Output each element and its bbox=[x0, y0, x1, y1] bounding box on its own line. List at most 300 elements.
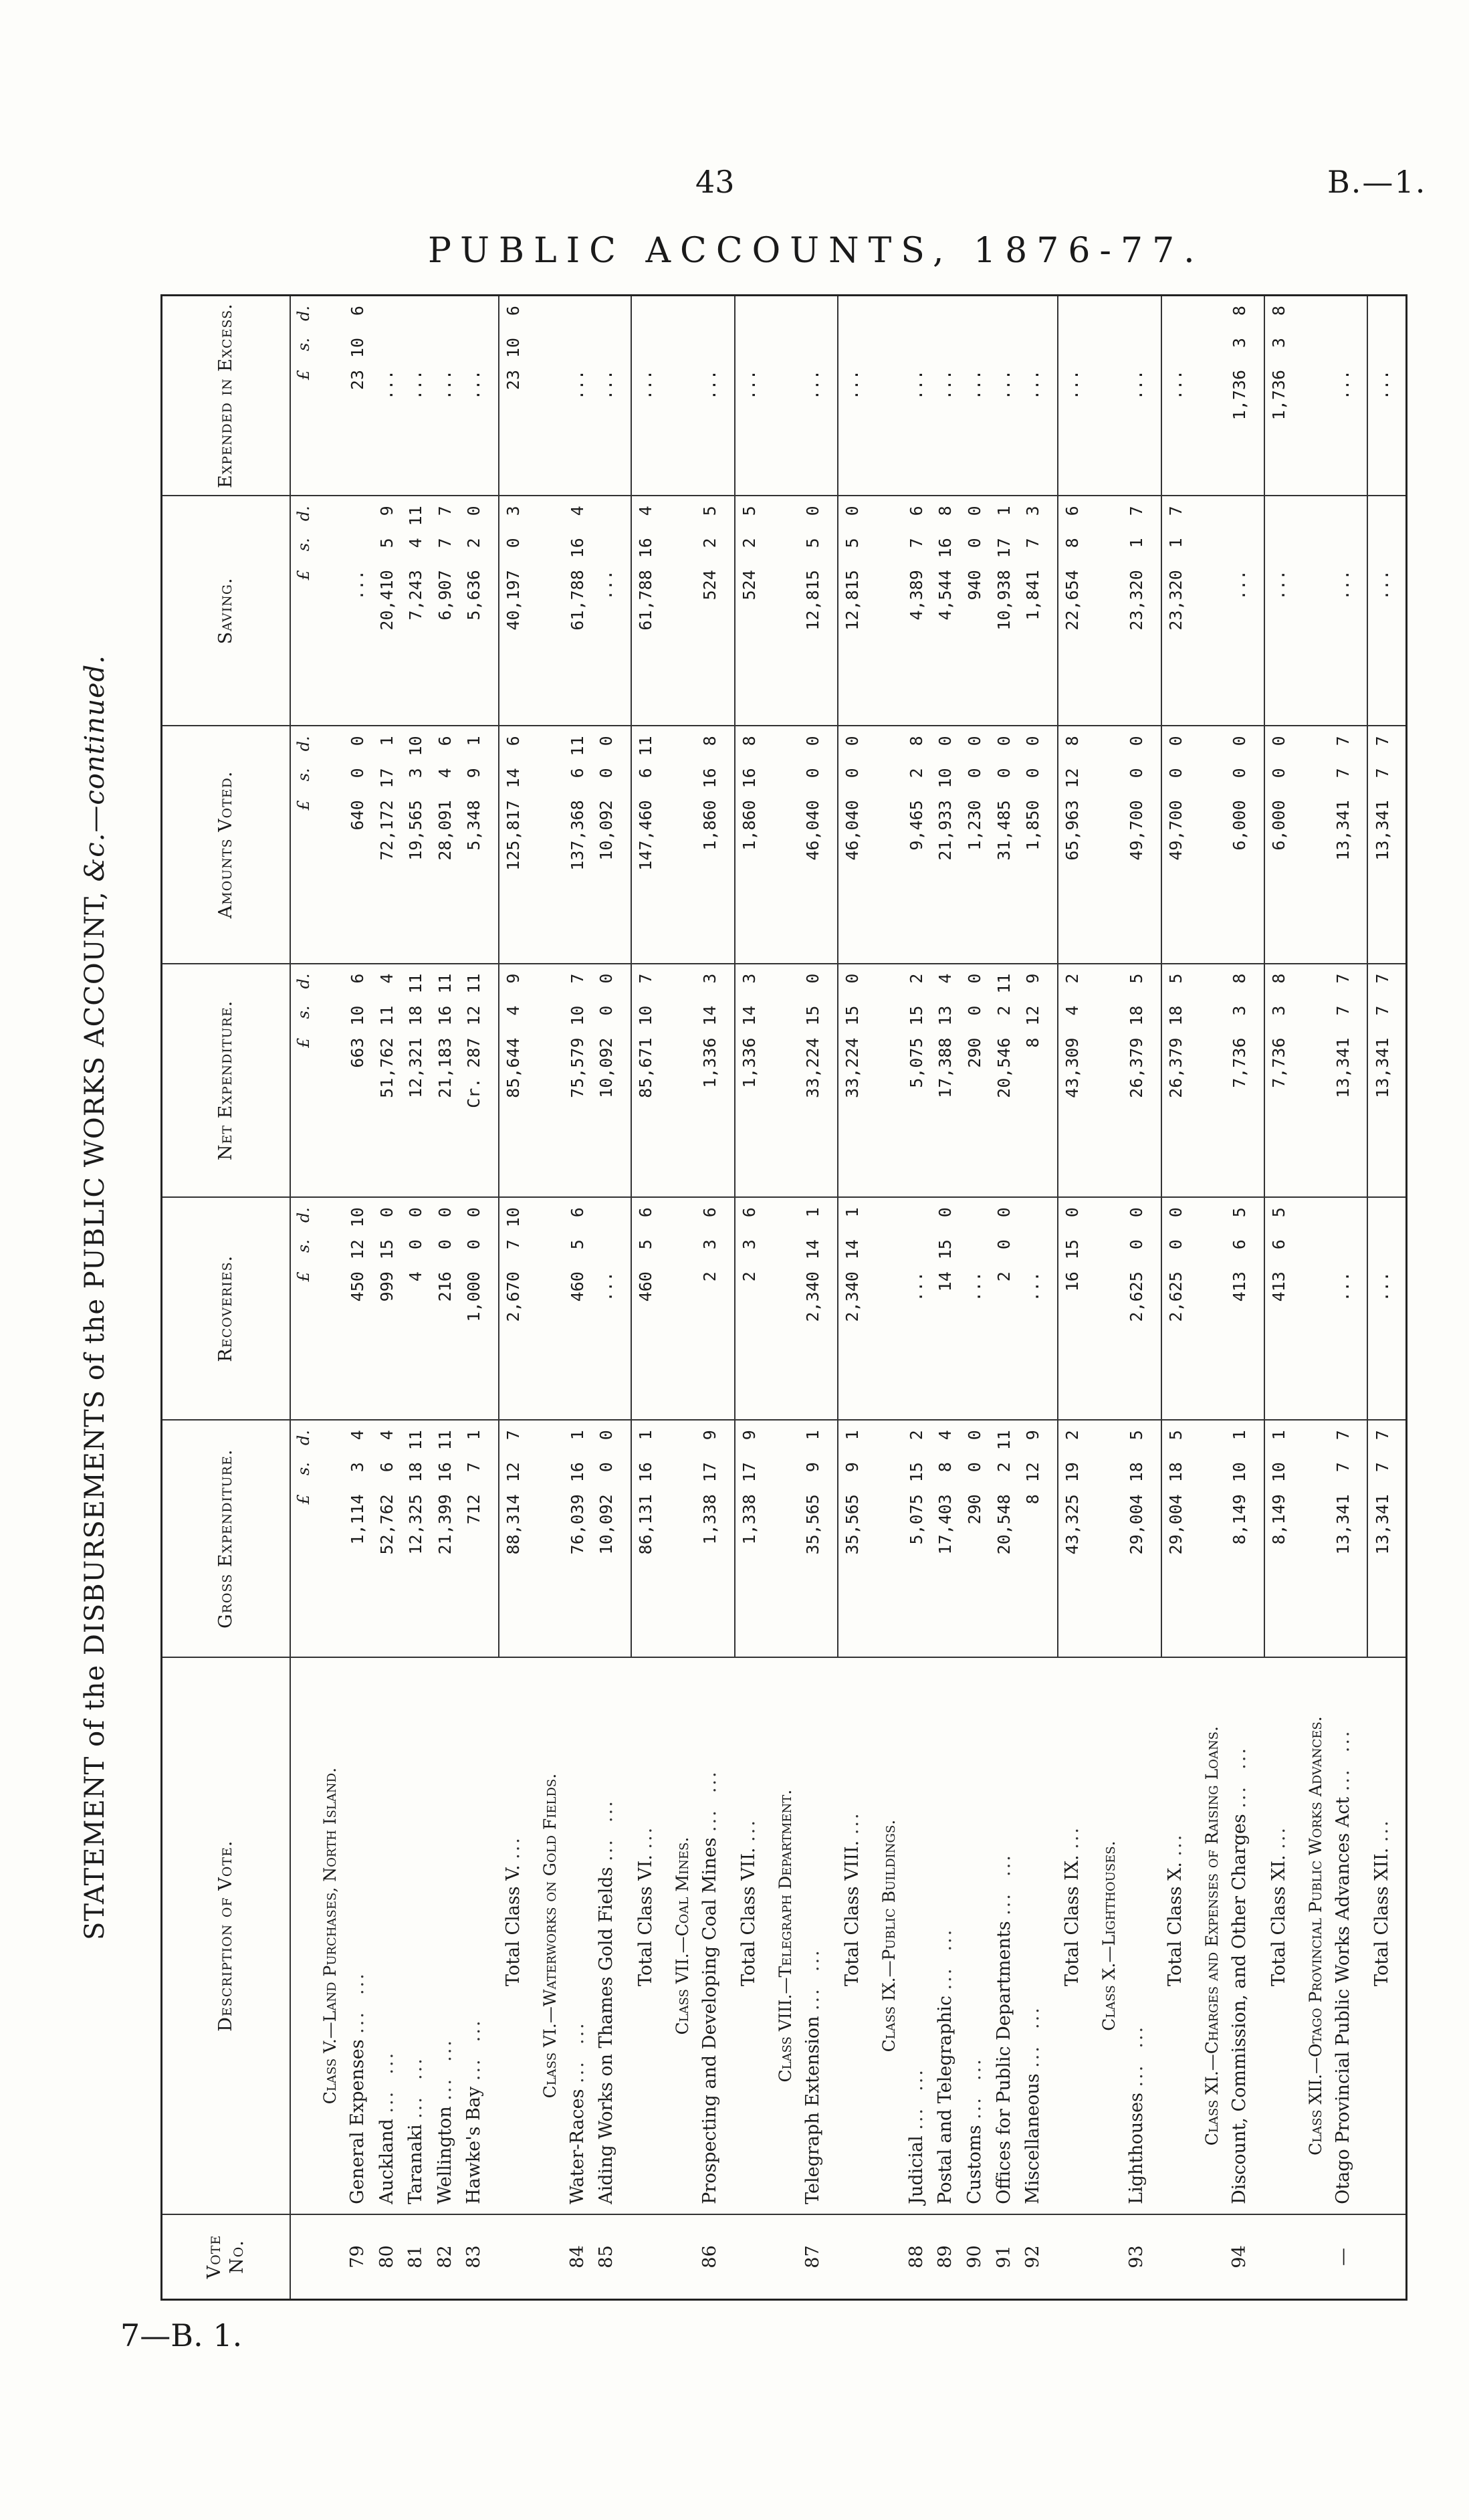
amount-pounds: ... bbox=[1372, 1271, 1392, 1302]
amount-pounds: ... bbox=[1372, 370, 1392, 401]
amount-pounds: 1,860 bbox=[739, 800, 759, 851]
amount-pounds: 1,338 bbox=[699, 1494, 719, 1545]
unit-pence: d. bbox=[294, 506, 314, 522]
amount-pounds: 33,224 bbox=[803, 1037, 823, 1098]
amount-pounds: 52,762 bbox=[376, 1494, 397, 1555]
amount-pence: 0 bbox=[994, 736, 1014, 746]
class-heading: Class XII.—Otago Provincial Public Works Advances. bbox=[1302, 1657, 1329, 2214]
amount-shillings: 15 bbox=[935, 1239, 955, 1260]
class-total-label: Total Class IX. ... bbox=[1058, 1657, 1086, 2214]
table-row bbox=[695, 296, 725, 2300]
amount-pounds: ... bbox=[994, 370, 1014, 401]
amount-shillings bbox=[994, 338, 1015, 370]
amount-pence: 0 bbox=[965, 973, 985, 984]
amount-pounds: 23 bbox=[503, 370, 524, 391]
amount-pounds: 5,075 bbox=[906, 1494, 926, 1545]
vote-description-text: Wellington bbox=[434, 2106, 455, 2204]
amount-pounds: 21,183 bbox=[435, 1037, 455, 1098]
vote-description: Hawke's Bay ... ... bbox=[460, 1657, 489, 2214]
unit-shillings: s. bbox=[294, 538, 314, 552]
amount-shillings: 4 bbox=[406, 538, 426, 548]
amount-shillings bbox=[1333, 538, 1354, 570]
amount-shillings: 0 bbox=[435, 1239, 455, 1250]
amount-shillings: 0 bbox=[965, 1462, 985, 1473]
amount-shillings: 16 bbox=[435, 1005, 455, 1026]
amount-pounds: 2 bbox=[739, 1271, 759, 1282]
amount-pounds: 26,379 bbox=[1126, 1037, 1146, 1098]
table-row bbox=[431, 296, 460, 2300]
page-title: PUBLIC ACCOUNTS, 1876-77. bbox=[428, 231, 1204, 271]
amount-pounds: 1,336 bbox=[699, 1037, 719, 1088]
amount-pence: 4 bbox=[376, 973, 397, 984]
amount-pence: 11 bbox=[406, 973, 426, 994]
amount-pence: 0 bbox=[803, 506, 823, 516]
amount-pounds: 21,933 bbox=[935, 800, 955, 861]
amount-pounds: 125,817 bbox=[503, 800, 524, 871]
unit-shillings: s. bbox=[294, 338, 314, 351]
amount-pence: 10 bbox=[503, 1207, 524, 1228]
amount-shillings bbox=[567, 338, 588, 370]
amount-shillings: 15 bbox=[906, 1005, 926, 1026]
amount-shillings bbox=[1333, 338, 1354, 370]
vote-description-text: Aiding Works on Thames Gold Fields bbox=[596, 1867, 617, 2204]
amount-pence: 0 bbox=[965, 736, 985, 746]
unit-pence: d. bbox=[294, 1430, 314, 1446]
vote-description: Water-Races ... ... bbox=[563, 1657, 592, 2214]
amount-pounds: ... bbox=[376, 370, 397, 401]
amount-pence: 11 bbox=[406, 506, 426, 526]
amount-pounds: 12,815 bbox=[842, 570, 863, 631]
amount-pence bbox=[1229, 496, 1250, 538]
class-heading-row bbox=[875, 296, 902, 2300]
amount-pence bbox=[1373, 1198, 1392, 1239]
amount-pence: 8 bbox=[1230, 306, 1250, 316]
amount-pence: 0 bbox=[1165, 736, 1185, 746]
amount-pounds: 1,850 bbox=[1023, 800, 1043, 851]
amount-shillings: 16 bbox=[567, 1462, 587, 1483]
amount-pounds: ... bbox=[1023, 370, 1043, 401]
amount-pence bbox=[699, 296, 721, 338]
amount-shillings: 16 bbox=[435, 1462, 455, 1483]
amount-shillings: 7 bbox=[1333, 768, 1353, 778]
vote-description-text: Water-Races bbox=[566, 2089, 588, 2204]
amount-pounds: ... bbox=[965, 1271, 985, 1302]
amount-pounds: 46,040 bbox=[803, 800, 823, 861]
amount-shillings: 15 bbox=[906, 1462, 926, 1483]
table-row bbox=[460, 296, 489, 2300]
amount-shillings: 0 bbox=[596, 1005, 616, 1016]
amount-shillings: 0 bbox=[1126, 768, 1146, 778]
amount-pounds: 216 bbox=[435, 1271, 455, 1302]
amount-pounds: 13,341 bbox=[1333, 800, 1353, 861]
vote-number: 85 bbox=[596, 2245, 617, 2269]
amount-pence: 5 bbox=[1165, 973, 1185, 984]
amount-pence: 5 bbox=[1126, 973, 1146, 984]
class-heading: Class V.—Land Purchases, North Island. bbox=[317, 1657, 344, 2214]
amount-pounds: 2,625 bbox=[1165, 1271, 1185, 1322]
unit-pence: d. bbox=[294, 973, 314, 989]
amount-pence: 7 bbox=[1372, 736, 1392, 746]
vote-number: 83 bbox=[463, 2245, 485, 2269]
amount-pence: 0 bbox=[935, 736, 955, 746]
class-total-row bbox=[631, 296, 659, 2300]
vote-description: Postal and Telegraphic ... ... bbox=[931, 1657, 961, 2214]
amount-pounds: 33,224 bbox=[842, 1037, 863, 1098]
amount-pence: 7 bbox=[1333, 973, 1353, 984]
amount-pounds: ... bbox=[596, 370, 616, 401]
amount-pence: 5 bbox=[1165, 1430, 1185, 1441]
amount-pounds: 290 bbox=[965, 1037, 985, 1068]
amount-pence: 1 bbox=[842, 1430, 863, 1441]
amount-pence: 0 bbox=[1165, 1207, 1185, 1218]
table-row bbox=[990, 296, 1019, 2300]
amount-shillings: 10 bbox=[1269, 1462, 1289, 1483]
vote-number: 87 bbox=[802, 2245, 824, 2269]
amount-pounds: 8 bbox=[1023, 1494, 1043, 1505]
amount-shillings bbox=[1022, 1239, 1044, 1271]
amount-shillings: 11 bbox=[376, 1005, 397, 1026]
amount-pence: 6 bbox=[906, 506, 926, 516]
amount-pounds: 75,579 bbox=[567, 1037, 587, 1098]
amount-shillings: 0 bbox=[1269, 768, 1289, 778]
vote-description: Lighthouses ... ... bbox=[1122, 1657, 1151, 2214]
amount-shillings: 2 bbox=[699, 538, 719, 548]
table-body bbox=[290, 296, 1407, 2300]
amount-shillings: 9 bbox=[842, 1462, 863, 1473]
amount-shillings bbox=[1373, 1239, 1392, 1271]
amount-pounds: 5,075 bbox=[906, 1037, 926, 1088]
amount-pence: 0 bbox=[376, 1207, 397, 1218]
amount-pounds: ... bbox=[842, 370, 863, 401]
amount-pounds: 2,670 bbox=[503, 1271, 524, 1322]
amount-pence: 0 bbox=[1023, 736, 1043, 746]
amount-shillings: 3 bbox=[1269, 1005, 1289, 1016]
amount-pence: 0 bbox=[842, 506, 863, 516]
amount-shillings: 1 bbox=[1126, 538, 1146, 548]
amount-shillings: 16 bbox=[567, 538, 587, 558]
amount-shillings: 14 bbox=[503, 768, 524, 789]
units-row bbox=[290, 296, 317, 2300]
amount-pounds: 40,197 bbox=[503, 570, 524, 631]
amount-pence: 0 bbox=[464, 506, 484, 516]
amount-shillings: 10 bbox=[636, 1005, 656, 1026]
amount-shillings: 2 bbox=[464, 538, 484, 548]
amount-pence: 6 bbox=[1062, 506, 1083, 516]
amount-shillings: 9 bbox=[803, 1462, 823, 1473]
amount-pence: 4 bbox=[347, 1430, 367, 1441]
amount-pence bbox=[596, 296, 617, 338]
amount-pence bbox=[802, 296, 824, 338]
amount-shillings: 6 bbox=[376, 1462, 397, 1473]
amount-pounds: ... bbox=[906, 370, 926, 401]
amount-shillings: 7 bbox=[1333, 1005, 1353, 1016]
table-row bbox=[931, 296, 961, 2300]
amount-pounds: 7,243 bbox=[406, 570, 426, 621]
amount-pounds: 51,762 bbox=[376, 1037, 397, 1098]
amount-shillings: 3 bbox=[1230, 338, 1250, 348]
amount-pence bbox=[405, 296, 427, 338]
amount-shillings: 7 bbox=[1023, 538, 1043, 548]
amount-pounds: 12,321 bbox=[406, 1037, 426, 1098]
vote-description: Discount, Commission, and Other Charges ... ... bbox=[1225, 1657, 1254, 2214]
amount-pounds: ... bbox=[1333, 570, 1353, 601]
class-total-row bbox=[1367, 296, 1396, 2300]
amount-pounds: 4 bbox=[406, 1271, 426, 1282]
amount-shillings: 16 bbox=[739, 768, 759, 789]
header-row bbox=[162, 296, 291, 2300]
amount-pence: 1 bbox=[803, 1207, 823, 1218]
amount-shillings: 18 bbox=[1126, 1005, 1146, 1026]
amount-pence bbox=[1373, 296, 1392, 338]
amount-pence: 0 bbox=[965, 506, 985, 516]
vote-description: Otago Provincial Public Works Advances Act ... ... bbox=[1329, 1657, 1358, 2214]
amount-pounds: 85,644 bbox=[503, 1037, 524, 1098]
amount-pounds: 13,341 bbox=[1333, 1494, 1353, 1555]
amount-shillings bbox=[1373, 338, 1392, 370]
amount-shillings: 0 bbox=[1023, 768, 1043, 778]
amount-shillings bbox=[596, 1239, 617, 1271]
class-total-row bbox=[735, 296, 763, 2300]
statement-title-main: STATEMENT of the DISBURSEMENTS of the PUBLIC WORKS ACCOUNT, bbox=[80, 891, 110, 1940]
amount-pence: 11 bbox=[994, 973, 1014, 994]
vote-number: 82 bbox=[434, 2245, 455, 2269]
amount-pence: 3 bbox=[739, 973, 759, 984]
amount-shillings: 0 bbox=[965, 768, 985, 778]
class-total-row bbox=[1161, 296, 1190, 2300]
amount-pence: 0 bbox=[435, 1207, 455, 1218]
amount-pounds: 1,736 bbox=[1269, 370, 1289, 421]
amount-pounds: 28,091 bbox=[435, 800, 455, 861]
vote-description: General Expenses ... ... bbox=[343, 1657, 372, 2214]
amount-pounds: 1,114 bbox=[347, 1494, 367, 1545]
amount-pounds: 21,399 bbox=[435, 1494, 455, 1555]
amount-pence bbox=[347, 496, 368, 538]
vote-description: Taranaki ... ... bbox=[401, 1657, 431, 2214]
amount-pence: 6 bbox=[567, 1207, 587, 1218]
amount-pence: 5 bbox=[1230, 1207, 1250, 1218]
table-row bbox=[343, 296, 372, 2300]
amount-pence bbox=[1333, 496, 1354, 538]
amount-shillings: 0 bbox=[1126, 1239, 1146, 1250]
amount-shillings: 17 bbox=[994, 538, 1014, 558]
amount-shillings: 4 bbox=[435, 768, 455, 778]
class-total-label: Total Class XI. ... bbox=[1264, 1657, 1292, 2214]
col-saving: Saving. bbox=[162, 496, 291, 726]
amount-pounds: ... bbox=[435, 370, 455, 401]
amount-pence: 8 bbox=[1062, 736, 1083, 746]
vote-description-text: Auckland bbox=[376, 2119, 397, 2204]
vote-number: 94 bbox=[1229, 2245, 1250, 2269]
amount-shillings: 7 bbox=[1372, 1462, 1392, 1473]
amount-pounds: 16 bbox=[1062, 1271, 1083, 1292]
amount-shillings: 7 bbox=[1372, 768, 1392, 778]
amount-pence: 0 bbox=[1230, 736, 1250, 746]
vote-description-text: Judicial bbox=[905, 2135, 927, 2204]
amount-pence: 7 bbox=[503, 1430, 524, 1441]
amount-pence: 8 bbox=[699, 736, 719, 746]
amount-pounds: ... bbox=[935, 370, 955, 401]
amount-pounds: Cr. 287 bbox=[464, 1037, 484, 1108]
amount-pounds: 640 bbox=[347, 800, 367, 831]
unit-shillings: s. bbox=[294, 768, 314, 782]
amount-pence: 1 bbox=[994, 506, 1014, 516]
amount-shillings: 15 bbox=[376, 1239, 397, 1260]
vote-description: Telegraph Extension ... ... bbox=[799, 1657, 828, 2214]
vote-description: Customs ... ... bbox=[960, 1657, 990, 2214]
amount-pounds: 43,309 bbox=[1062, 1037, 1083, 1098]
table-row bbox=[1225, 296, 1254, 2300]
class-total-label: Total Class VII. ... bbox=[735, 1657, 763, 2214]
amount-shillings: 4 bbox=[503, 1005, 524, 1016]
amount-shillings bbox=[740, 338, 759, 370]
amount-shillings: 0 bbox=[1165, 1239, 1185, 1250]
amount-pence bbox=[740, 296, 759, 338]
amount-shillings: 18 bbox=[406, 1005, 426, 1026]
vote-description: Offices for Public Departments ... ... bbox=[990, 1657, 1019, 2214]
vote-description-text: Miscellaneous bbox=[1022, 2073, 1044, 2204]
amount-pence: 11 bbox=[435, 973, 455, 994]
amount-pence: 6 bbox=[503, 736, 524, 746]
amount-pence: 7 bbox=[567, 973, 587, 984]
amount-pounds: 2 bbox=[699, 1271, 719, 1282]
amount-pence: 8 bbox=[935, 506, 955, 516]
amount-pounds: 13,341 bbox=[1372, 800, 1392, 861]
unit-shillings: s. bbox=[294, 1005, 314, 1019]
amount-pence bbox=[964, 296, 986, 338]
amount-shillings bbox=[964, 338, 986, 370]
amount-shillings: 10 bbox=[347, 338, 367, 358]
amount-shillings: 0 bbox=[596, 768, 616, 778]
amount-pence: 2 bbox=[1062, 973, 1083, 984]
amount-pounds: 2,340 bbox=[803, 1271, 823, 1322]
amount-pence bbox=[376, 296, 398, 338]
amount-pounds: ... bbox=[464, 370, 484, 401]
amount-pence: 0 bbox=[464, 1207, 484, 1218]
amount-pounds: ... bbox=[1062, 370, 1083, 401]
vote-number: 92 bbox=[1022, 2245, 1044, 2269]
amount-pounds: 4,389 bbox=[906, 570, 926, 621]
amount-pounds: 20,410 bbox=[376, 570, 397, 631]
amount-pence: 6 bbox=[739, 1207, 759, 1218]
amount-pence: 11 bbox=[636, 736, 656, 756]
amount-shillings: 0 bbox=[464, 1239, 484, 1250]
amount-shillings: 1 bbox=[1165, 538, 1185, 548]
amount-pence bbox=[1333, 296, 1354, 338]
amount-shillings: 0 bbox=[1230, 768, 1250, 778]
amount-shillings bbox=[435, 338, 456, 370]
amount-shillings: 4 bbox=[1062, 1005, 1083, 1016]
amount-pounds: 524 bbox=[739, 570, 759, 601]
amount-shillings: 7 bbox=[1372, 1005, 1392, 1016]
amount-pounds: 10,938 bbox=[994, 570, 1014, 631]
amount-shillings: 8 bbox=[935, 1462, 955, 1473]
amount-pounds: 8,149 bbox=[1269, 1494, 1289, 1545]
amount-pence: 8 bbox=[1269, 973, 1289, 984]
vote-description-text: Customs bbox=[964, 2125, 986, 2204]
table-row bbox=[401, 296, 431, 2300]
amount-shillings: 0 bbox=[994, 768, 1014, 778]
amount-pounds: 20,548 bbox=[994, 1494, 1014, 1555]
vote-description-text: Otago Provincial Public Works Advances Act bbox=[1332, 1796, 1353, 2204]
class-total-row bbox=[1058, 296, 1086, 2300]
amount-pounds: 137,368 bbox=[567, 800, 587, 871]
amount-pounds: 6,000 bbox=[1269, 800, 1289, 851]
amount-pounds: 8 bbox=[1023, 1037, 1043, 1048]
class-heading-row bbox=[772, 296, 799, 2300]
amount-pence: 1 bbox=[1230, 1430, 1250, 1441]
amount-pounds: 450 bbox=[347, 1271, 367, 1302]
amount-shillings: 12 bbox=[503, 1462, 524, 1483]
amount-pounds: 999 bbox=[376, 1271, 397, 1302]
amount-pence: 0 bbox=[596, 1430, 616, 1441]
vote-description-text: General Expenses bbox=[346, 2039, 368, 2204]
amount-pence: 6 bbox=[699, 1207, 719, 1218]
unit-pounds: £ bbox=[294, 800, 314, 811]
amount-shillings: 6 bbox=[1230, 1239, 1250, 1250]
amount-shillings: 6 bbox=[636, 768, 656, 778]
amount-pence bbox=[935, 296, 956, 338]
amount-pounds: 49,700 bbox=[1165, 800, 1185, 861]
amount-pounds: 49,700 bbox=[1126, 800, 1146, 861]
amount-shillings: 15 bbox=[803, 1005, 823, 1026]
amount-pence bbox=[1022, 296, 1044, 338]
page-signature: 7—B. 1. bbox=[120, 2317, 243, 2353]
amount-pounds: 88,314 bbox=[503, 1494, 524, 1555]
amount-pounds: 20,546 bbox=[994, 1037, 1014, 1098]
amount-pence bbox=[567, 296, 588, 338]
amount-shillings: 13 bbox=[935, 1005, 955, 1026]
amount-pounds: ... bbox=[906, 1271, 926, 1302]
vote-description-text: Discount, Commission, and Other Charges bbox=[1229, 1814, 1250, 2204]
amount-shillings: 2 bbox=[994, 1005, 1014, 1016]
amount-pounds: 5,348 bbox=[464, 800, 484, 851]
vote-number: 90 bbox=[964, 2245, 986, 2269]
amount-shillings: 0 bbox=[503, 538, 524, 548]
unit-pounds: £ bbox=[294, 370, 314, 381]
amount-pence: 11 bbox=[567, 736, 587, 756]
amount-shillings: 10 bbox=[347, 1005, 367, 1026]
table-row bbox=[960, 296, 990, 2300]
amount-shillings: 0 bbox=[406, 1239, 426, 1250]
class-heading: Class IX.—Public Buildings. bbox=[875, 1657, 902, 2214]
amount-shillings: 2 bbox=[906, 768, 926, 778]
amount-pence: 1 bbox=[376, 736, 397, 746]
class-total-label: Total Class VIII. ... bbox=[838, 1657, 866, 2214]
amount-pence bbox=[1022, 1198, 1044, 1239]
amount-pence bbox=[596, 1198, 617, 1239]
amount-pence bbox=[1333, 1198, 1354, 1239]
vote-description-text: Prospecting and Developing Coal Mines bbox=[699, 1837, 720, 2204]
amount-pence: 4 bbox=[567, 506, 587, 516]
amount-shillings: 0 bbox=[1165, 768, 1185, 778]
col-net: Net Expenditure. bbox=[162, 964, 291, 1198]
class-heading-row bbox=[1199, 296, 1226, 2300]
amount-shillings bbox=[1126, 338, 1147, 370]
amount-shillings bbox=[1373, 538, 1392, 570]
amount-pence: 7 bbox=[1333, 736, 1353, 746]
amount-shillings: 0 bbox=[994, 1239, 1014, 1250]
amount-pence: 3 bbox=[699, 973, 719, 984]
amount-pence: 3 bbox=[1023, 506, 1043, 516]
amount-pence: 5 bbox=[1126, 1430, 1146, 1441]
amount-pounds: 460 bbox=[567, 1271, 587, 1302]
amount-pence: 10 bbox=[347, 1207, 367, 1228]
amount-pounds: 10,092 bbox=[596, 1037, 616, 1098]
amount-pence: 0 bbox=[1126, 1207, 1146, 1218]
amount-shillings: 16 bbox=[636, 538, 656, 558]
col-excess: Expended in Excess. bbox=[162, 296, 291, 496]
amount-shillings: 3 bbox=[406, 768, 426, 778]
